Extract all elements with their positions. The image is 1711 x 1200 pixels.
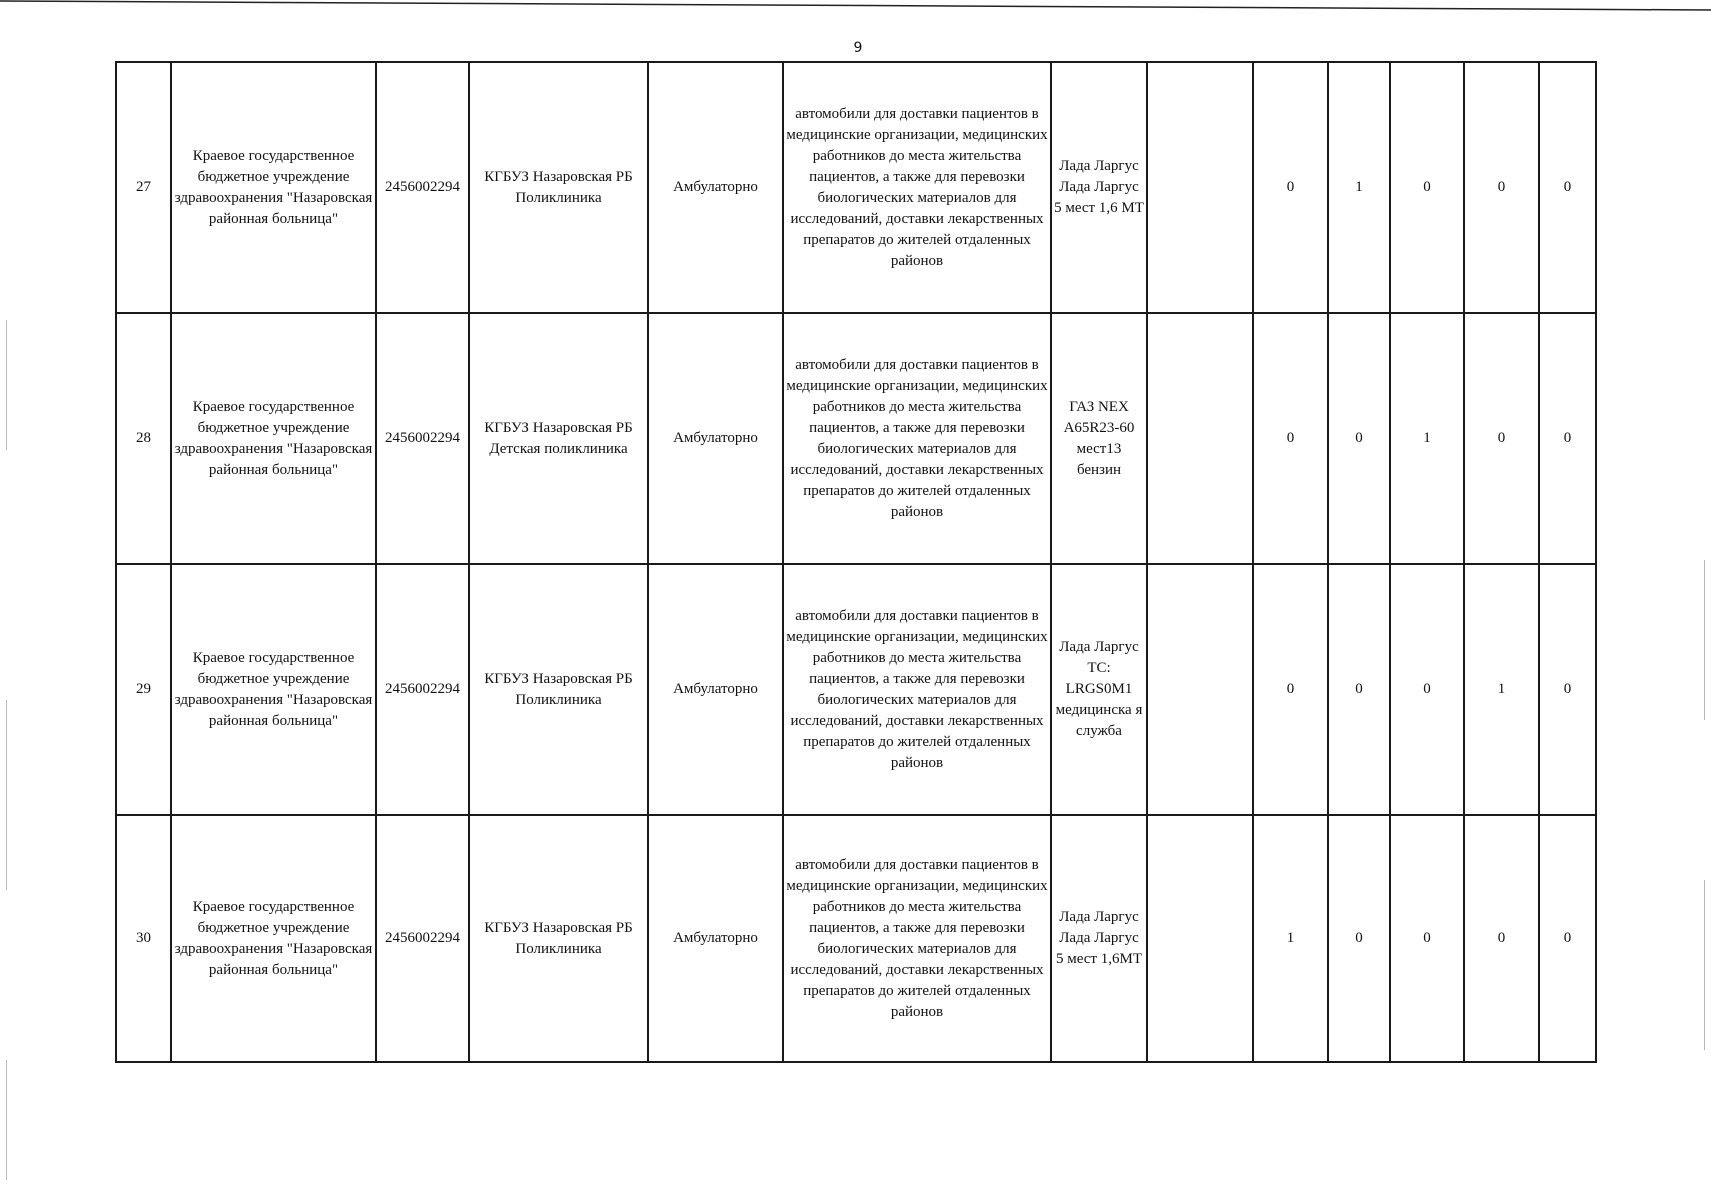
row-number: 29 — [116, 564, 171, 815]
count-cell: 1 — [1253, 815, 1328, 1062]
count-cell: 0 — [1390, 62, 1464, 313]
care-type: Амбулаторно — [648, 564, 783, 815]
count-cell: 0 — [1539, 62, 1596, 313]
organization-name: Краевое государственное бюджетное учреждение здравоохранения "Назаровская районная больница" — [171, 815, 376, 1062]
vehicle-purpose: автомобили для доставки пациентов в медицинские организации, медицинских работников до места жительства пациентов, а также для перевозки биологических материалов для исследований, доставки лекарственных препаратов до жителей отдаленных районов — [783, 815, 1051, 1062]
care-type: Амбулаторно — [648, 313, 783, 564]
count-cell: 0 — [1464, 815, 1539, 1062]
organization-name: Краевое государственное бюджетное учреждение здравоохранения "Назаровская районная больница" — [171, 564, 376, 815]
count-cell: 1 — [1464, 564, 1539, 815]
inn-code: 2456002294 — [376, 62, 469, 313]
count-cell: 0 — [1539, 815, 1596, 1062]
inn-code: 2456002294 — [376, 564, 469, 815]
empty-cell — [1147, 62, 1253, 313]
count-cell: 0 — [1390, 564, 1464, 815]
page-number: 9 — [853, 40, 863, 56]
count-cell: 0 — [1464, 313, 1539, 564]
count-cell: 0 — [1464, 62, 1539, 313]
empty-cell — [1147, 313, 1253, 564]
count-cell: 1 — [1328, 62, 1390, 313]
scan-margin-mark — [6, 1060, 7, 1180]
count-cell: 0 — [1328, 564, 1390, 815]
vehicle-model: ГАЗ NEX А65R23-60 мест13 бензин — [1051, 313, 1147, 564]
care-type: Амбулаторно — [648, 62, 783, 313]
count-cell: 0 — [1390, 815, 1464, 1062]
care-type: Амбулаторно — [648, 815, 783, 1062]
vehicle-purpose: автомобили для доставки пациентов в медицинские организации, медицинских работников до места жительства пациентов, а также для перевозки биологических материалов для исследований, доставки лекарственных препаратов до жителей отдаленных районов — [783, 313, 1051, 564]
subdivision-name: КГБУЗ Назаровская РБ Поликлиника — [469, 62, 648, 313]
vehicle-model: Лада Ларгус Лада Ларгус 5 мест 1,6 МТ — [1051, 62, 1147, 313]
count-cell: 0 — [1539, 564, 1596, 815]
row-number: 27 — [116, 62, 171, 313]
count-cell: 0 — [1328, 313, 1390, 564]
row-number: 28 — [116, 313, 171, 564]
inn-code: 2456002294 — [376, 313, 469, 564]
scan-edge-line — [0, 0, 1711, 12]
count-cell: 0 — [1253, 313, 1328, 564]
count-cell: 0 — [1253, 62, 1328, 313]
empty-cell — [1147, 815, 1253, 1062]
table-row — [116, 62, 1596, 313]
vehicle-purpose: автомобили для доставки пациентов в медицинские организации, медицинских работников до места жительства пациентов, а также для перевозки биологических материалов для исследований, доставки лекарственных препаратов до жителей отдаленных районов — [783, 564, 1051, 815]
empty-cell — [1147, 564, 1253, 815]
subdivision-name: КГБУЗ Назаровская РБ Поликлиника — [469, 815, 648, 1062]
subdivision-name: КГБУЗ Назаровская РБ Детская поликлиника — [469, 313, 648, 564]
count-cell: 0 — [1539, 313, 1596, 564]
table-row — [116, 815, 1596, 1062]
scan-margin-mark — [6, 320, 7, 450]
inn-code: 2456002294 — [376, 815, 469, 1062]
count-cell: 1 — [1390, 313, 1464, 564]
row-number: 30 — [116, 815, 171, 1062]
organization-name: Краевое государственное бюджетное учреждение здравоохранения "Назаровская районная больница" — [171, 313, 376, 564]
vehicle-model: Лада Ларгус ТС: LRGS0M1 медицинска я служба — [1051, 564, 1147, 815]
vehicle-model: Лада Ларгус Лада Ларгус 5 мест 1,6МТ — [1051, 815, 1147, 1062]
count-cell: 0 — [1328, 815, 1390, 1062]
scan-margin-mark — [6, 700, 7, 890]
vehicle-table — [115, 61, 1597, 1063]
table-row — [116, 564, 1596, 815]
organization-name: Краевое государственное бюджетное учреждение здравоохранения "Назаровская районная больница" — [171, 62, 376, 313]
vehicle-purpose: автомобили для доставки пациентов в медицинские организации, медицинских работников до места жительства пациентов, а также для перевозки биологических материалов для исследований, доставки лекарственных препаратов до жителей отдаленных районов — [783, 62, 1051, 313]
subdivision-name: КГБУЗ Назаровская РБ Поликлиника — [469, 564, 648, 815]
count-cell: 0 — [1253, 564, 1328, 815]
table-row — [116, 313, 1596, 564]
scan-margin-mark — [1704, 560, 1705, 720]
scan-margin-mark — [1704, 880, 1705, 1050]
